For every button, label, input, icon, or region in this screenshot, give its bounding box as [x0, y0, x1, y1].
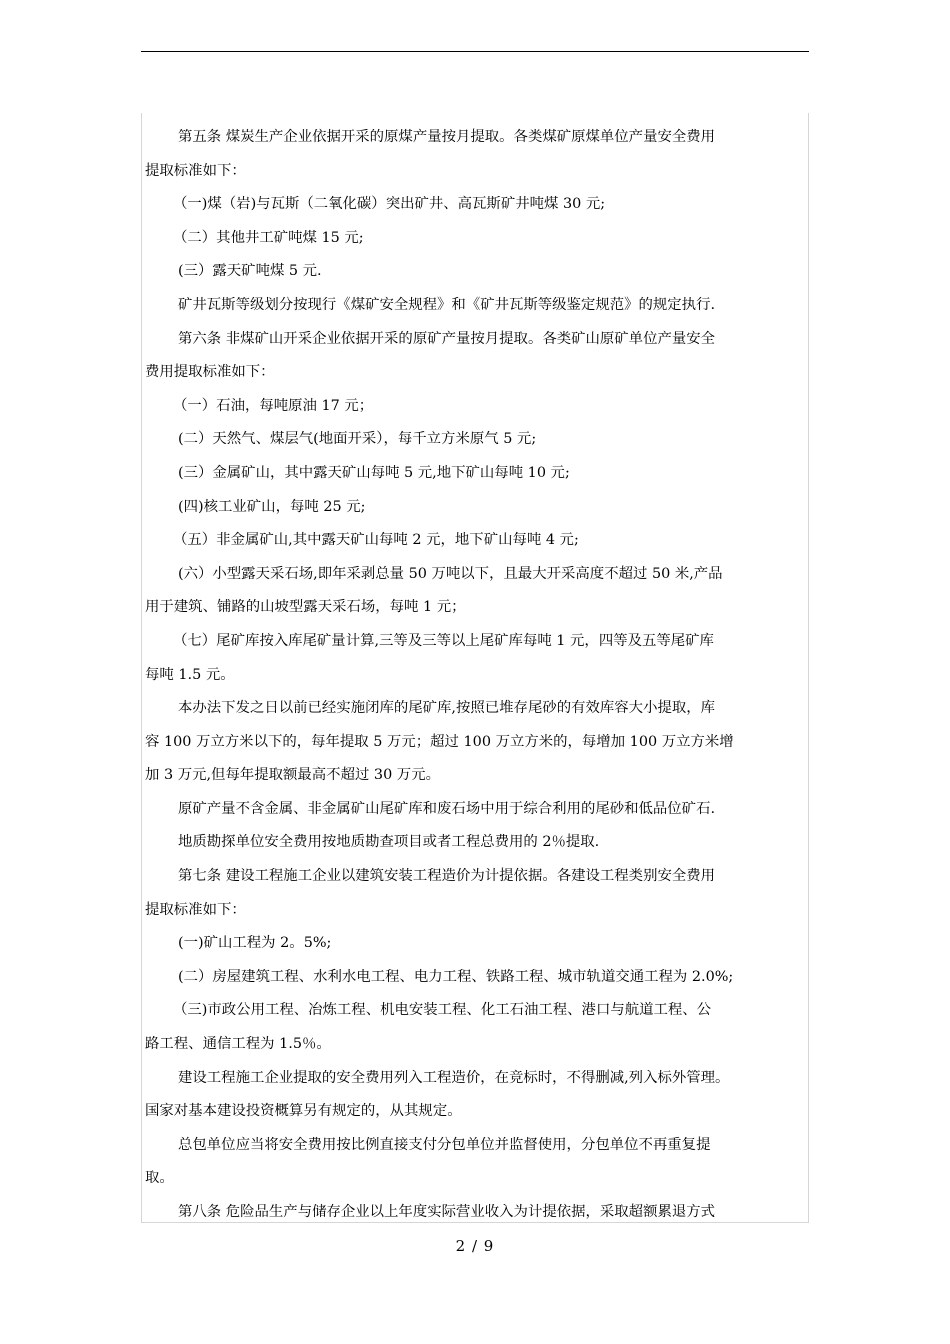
- text-line: 原矿产量不含金属、非金属矿山尾矿库和废石场中用于综合利用的尾砂和低品位矿石.: [178, 800, 716, 817]
- text-line: 路工程、通信工程为 1.5％。: [145, 1036, 331, 1053]
- text-line: 第六条 非煤矿山开采企业依据开采的原矿产量按月提取。各类矿山原矿单位产量安全: [178, 330, 716, 347]
- text-line: 总包单位应当将安全费用按比例直接支付分包单位并监督使用，分包单位不再重复提: [178, 1136, 711, 1153]
- text-line: 用于建筑、铺路的山坡型露天采石场，每吨 1 元；: [145, 599, 466, 616]
- text-line: 取。: [145, 1170, 174, 1187]
- text-line: 费用提取标准如下：: [145, 364, 275, 381]
- text-line: 本办法下发之日以前已经实施闭库的尾矿库,按照已堆存尾砂的有效库容大小提取，库: [178, 700, 716, 717]
- text-line: 矿井瓦斯等级划分按现行《煤矿安全规程》和《矿井瓦斯等级鉴定规范》的规定执行.: [178, 296, 716, 313]
- document-body: [145, 121, 807, 1230]
- text-line: 容 100 万立方米以下的，每年提取 5 万元；超过 100 万立方米的，每增加 100 万立方米增: [145, 733, 734, 750]
- text-line: 加 3 万元,但每年提取额最高不超过 30 万元。: [145, 767, 440, 784]
- text-line: (二）房屋建筑工程、水利水电工程、电力工程、铁路工程、城市轨道交通工程为 2.0%;: [178, 968, 734, 985]
- page-number: 2 / 9: [455, 1237, 495, 1255]
- text-line: （一)煤（岩)与瓦斯（二氧化碳）突出矿井、高瓦斯矿井吨煤 30 元;: [173, 196, 606, 213]
- text-line: 提取标准如下：: [145, 162, 246, 179]
- text-line: (三）金属矿山，其中露天矿山每吨 5 元,地下矿山每吨 10 元;: [178, 464, 570, 481]
- text-line: (六）小型露天采石场,即年采剥总量 50 万吨以下，且最大开采高度不超过 50 米,产品: [178, 565, 723, 582]
- text-line: （七）尾矿库按入库尾矿量计算,三等及三等以上尾矿库每吨 1 元，四等及五等尾矿库: [173, 632, 714, 649]
- text-line: 提取标准如下：: [145, 901, 246, 918]
- text-line: 国家对基本建设投资概算另有规定的，从其规定。: [145, 1103, 462, 1120]
- text-line: （三)市政公用工程、冶炼工程、机电安装工程、化工石油工程、港口与航道工程、公: [173, 1002, 712, 1019]
- text-line: （二）其他井工矿吨煤 15 元;: [173, 229, 364, 246]
- text-line: (一)矿山工程为 2。5%;: [178, 935, 332, 952]
- text-line: (三）露天矿吨煤 5 元.: [178, 263, 322, 280]
- text-line: 地质勘探单位安全费用按地质勘查项目或者工程总费用的 2％提取.: [178, 834, 600, 851]
- text-line: 第七条 建设工程施工企业以建筑安装工程造价为计提依据。各建设工程类别安全费用: [178, 868, 716, 885]
- text-line: 第八条 危险品生产与储存企业以上年度实际营业收入为计提依据，采取超额累退方式: [178, 1204, 716, 1220]
- text-line: 每吨 1.5 元。: [145, 666, 235, 683]
- text-line: （五）非金属矿山,其中露天矿山每吨 2 元，地下矿山每吨 4 元;: [173, 532, 579, 549]
- header-rule: [141, 51, 809, 52]
- text-line: 第五条 煤炭生产企业依据开采的原煤产量按月提取。各类煤矿原煤单位产量安全费用: [178, 129, 716, 145]
- text-line: (二）天然气、煤层气(地面开采），每千立方米原气 5 元;: [178, 431, 537, 448]
- text-line: (四)核工业矿山，每吨 25 元;: [178, 498, 366, 515]
- text-line: （一）石油，每吨原油 17 元；: [173, 397, 374, 414]
- text-line: 建设工程施工企业提取的安全费用列入工程造价，在竞标时，不得删减,列入标外管理。: [178, 1069, 730, 1086]
